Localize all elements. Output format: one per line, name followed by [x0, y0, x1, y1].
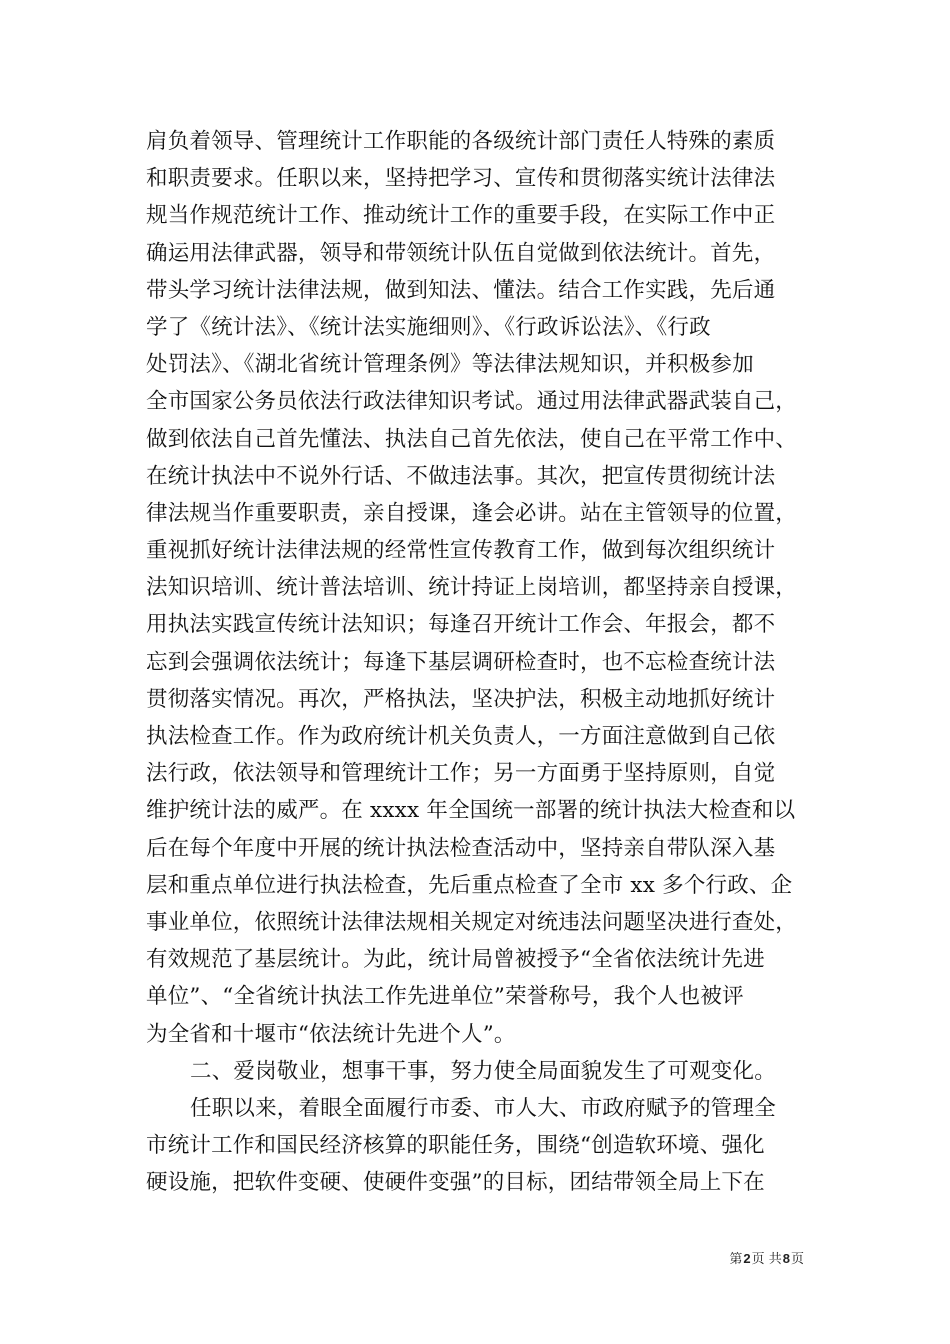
current-page-number: 2 [743, 1251, 751, 1266]
text-line: 规当作规范统计工作、推动统计工作的重要手段，在实际工作中正 [146, 203, 776, 229]
text-line: 有效规范了基层统计。为此，统计局曾被授予“全省依法统计先进 [146, 947, 765, 973]
section-heading: 二、爱岗敬业，想事干事，努力使全局面貌发生了可观变化。 [190, 1058, 776, 1084]
text-line: 贯彻落实情况。再次，严格执法，坚决护法，积极主动地抓好统计 [146, 686, 776, 712]
text-line: 在统计执法中不说外行话、不做违法事。其次，把宣传贯彻统计法 [146, 463, 776, 489]
total-page-number: 8 [782, 1251, 790, 1266]
text-line: 用执法实践宣传统计法知识；每逢召开统计工作会、年报会，都不 [146, 612, 776, 638]
text-line: 维护统计法的威严。在 xxxx 年全国统一部署的统计执法大检查和以 [146, 798, 796, 824]
text-line: 确运用法律武器，领导和带领统计队伍自觉做到依法统计。首先， [146, 240, 776, 266]
text-line: 硬设施，把软件变硬、使硬件变强”的目标，团结带领全局上下在 [146, 1170, 765, 1196]
footer-middle: 页 共 [751, 1252, 782, 1267]
text-line: 任职以来，着眼全面履行市委、市人大、市政府赋予的管理全 [190, 1095, 776, 1121]
text-line: 和职责要求。任职以来，坚持把学习、宣传和贯彻落实统计法律法 [146, 166, 776, 192]
text-line: 层和重点单位进行执法检查，先后重点检查了全市 xx 多个行政、企 [146, 872, 793, 898]
footer-suffix: 页 [790, 1252, 804, 1267]
text-line: 事业单位，依照统计法律法规相关规定对统违法问题坚决进行查处， [146, 909, 798, 935]
text-line: 处罚法》、《湖北省统计管理条例》等法律法规知识，并积极参加 [146, 352, 754, 378]
text-line: 肩负着领导、管理统计工作职能的各级统计部门责任人特殊的素质 [146, 129, 776, 154]
text-line: 做到依法自己首先懂法、执法自己首先依法，使自己在平常工作中、 [146, 426, 798, 452]
text-line: 学了《统计法》、《统计法实施细则》、《行政诉讼法》、《行政 [146, 314, 711, 340]
footer-prefix: 第 [729, 1252, 743, 1267]
page-footer [729, 1248, 804, 1267]
text-line: 为全省和十堰市“依法统计先进个人”。 [146, 1021, 516, 1047]
document-body [146, 123, 810, 1201]
text-line: 重视抓好统计法律法规的经常性宣传教育工作，做到每次组织统计 [146, 538, 776, 564]
text-line: 法行政，依法领导和管理统计工作；另一方面勇于坚持原则，自觉 [146, 761, 776, 787]
text-line: 后在每个年度中开展的统计执法检查活动中，坚持亲自带队深入基 [146, 835, 776, 861]
text-line: 市统计工作和国民经济核算的职能任务，围绕“创造软环境、强化 [146, 1133, 765, 1159]
text-line: 忘到会强调依法统计；每逢下基层调研检查时，也不忘检查统计法 [146, 649, 776, 675]
text-line: 带头学习统计法律法规，做到知法、懂法。结合工作实践，先后通 [146, 277, 776, 303]
text-line: 全市国家公务员依法行政法律知识考试。通过用法律武器武装自己， [146, 389, 798, 415]
text-line: 律法规当作重要职责，亲自授课，逢会必讲。站在主管领导的位置， [146, 500, 798, 526]
text-line: 执法检查工作。作为政府统计机关负责人，一方面注意做到自己依 [146, 724, 776, 749]
text-line: 单位”、“全省统计执法工作先进单位”荣誉称号，我个人也被评 [146, 984, 744, 1010]
text-line: 法知识培训、统计普法培训、统计持证上岗培训，都坚持亲自授课， [146, 575, 798, 601]
